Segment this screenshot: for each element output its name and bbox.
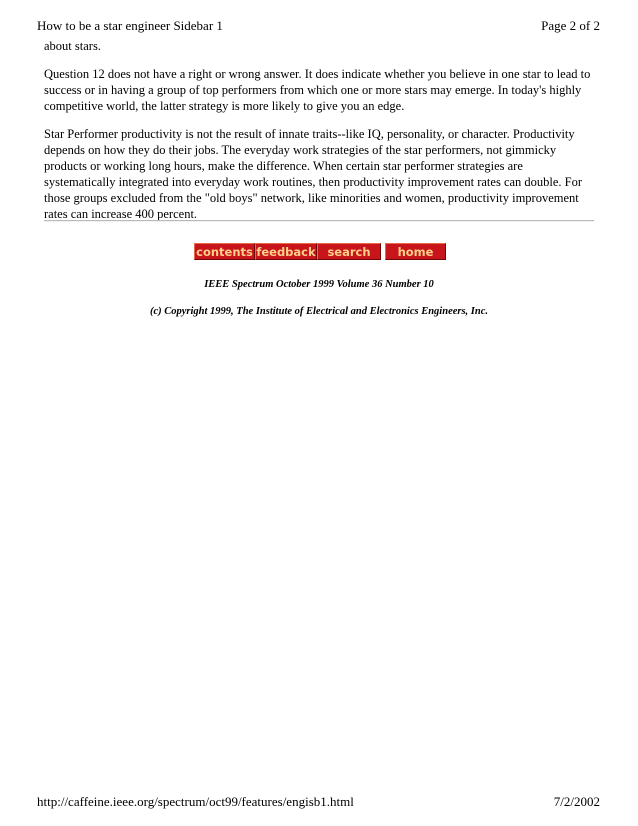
print-header-page-number: Page 2 of 2 (541, 18, 600, 33)
home-button[interactable]: home (385, 243, 446, 260)
print-footer-date: 7/2/2002 (553, 794, 600, 809)
copyright-notice: (c) Copyright 1999, The Institute of Electrical and Electronics Engineers, Inc. (149, 306, 489, 317)
print-header-title: How to be a star engineer Sidebar 1 (37, 18, 223, 33)
nav-button-bar (194, 243, 446, 260)
contents-button[interactable]: contents (194, 243, 255, 260)
article-paragraph: Question 12 does not have a right or wrong answer. It does indicate whether you believe in one star to lead to success or in having a group of top performers from which one or more stars may emerge. In today's highly competitive world, the latter strategy is more likely to give you an edge. (44, 67, 591, 113)
article-paragraph: Star Performer productivity is not the result of innate traits--like IQ, personality, or character. Productivity depends on how they do their jobs. The everyday work strategies of the star performers, not gimmicky products or working long hours, make the difference. When certain star performer strategies are systematically integrated into everyday work routines, then productivity improvement rates can double. For those groups excluded from the "old boys" network, like minorities and women, productivity improvement rates can increase 400 percent. (44, 127, 583, 221)
issue-citation: IEEE Spectrum October 1999 Volume 36 Number 10 (204, 279, 434, 290)
search-button[interactable]: search (317, 243, 381, 260)
feedback-button[interactable]: feedback (256, 245, 316, 259)
article-paragraph: about stars. (44, 39, 101, 53)
article-body (44, 38, 596, 234)
print-footer-url: http://caffeine.ieee.org/spectrum/oct99/features/engisb1.html (37, 794, 354, 809)
horizontal-rule (44, 220, 594, 222)
